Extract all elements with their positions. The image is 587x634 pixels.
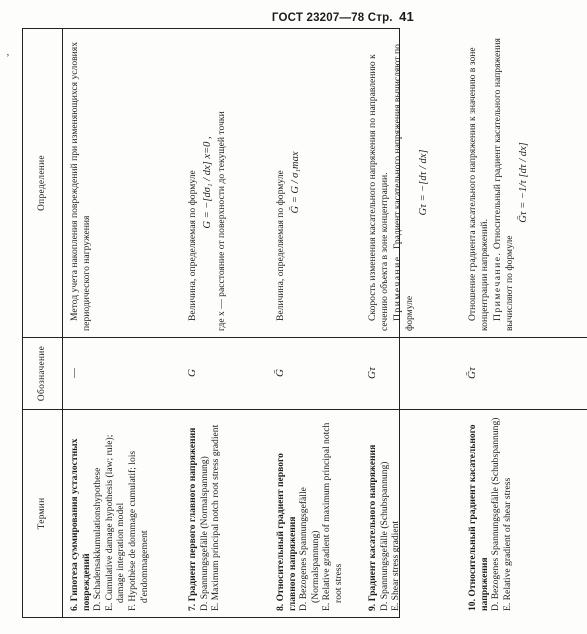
symbol-row-10: Ḡτ xyxy=(466,367,478,379)
definition-text: Отношение градиента касательного напряжения к значению в зоне концентрации напряжений. xyxy=(467,47,490,331)
symbol-row-9: Gτ xyxy=(366,367,378,379)
rotated-table-wrapper xyxy=(22,28,530,618)
terms-table xyxy=(22,28,530,618)
definition-row-9 xyxy=(367,34,467,331)
page-header xyxy=(272,9,414,24)
definition-column xyxy=(63,29,587,337)
formula: Ḡτ = −1/τ [dτ / dx] xyxy=(518,142,530,223)
definition-row-10 xyxy=(467,34,587,331)
note-label: Примечание. xyxy=(492,251,504,321)
term-row-8 xyxy=(275,415,367,611)
page-label: Стр. xyxy=(367,12,393,24)
term-row-7 xyxy=(187,415,275,611)
formula: Gτ = −[dτ / dx] xyxy=(418,149,430,216)
term-english: E. Shear stress gradient xyxy=(390,520,402,611)
definition-text: Скорость изменения касательного напряжения по направлению к сечению объекта в зоне концентрации. xyxy=(367,54,390,331)
term-title: 6. Гипотеза суммирования усталостных повреждений xyxy=(69,438,92,611)
definition-note: Градиент касательного напряжения вычисляют по формуле xyxy=(392,44,415,331)
term-title: 9. Градиент касательного напряжения xyxy=(367,444,378,611)
definition-row-7 xyxy=(187,34,275,331)
symbol-row-7: G xyxy=(186,369,198,377)
term-english: E. Cumulative damage hypothesis (law; rule); damage integration model xyxy=(103,434,127,611)
column-header-definition: Определение xyxy=(23,29,63,337)
symbol-row-6: — xyxy=(68,368,80,378)
term-french: F. Hypothèse de dommage cumulatif; lois d'endommagement xyxy=(126,450,150,611)
column-header-term: Термин xyxy=(23,409,63,617)
term-row-9 xyxy=(367,415,467,611)
term-german: D. Bezogenes Spannungsgefälle (Schubspannung) xyxy=(490,417,502,611)
term-german: D. Bezogenes Spannungsgefälle (Normalspannung) xyxy=(298,487,321,611)
term-title: 10. Относительный градиент касательного напряжения xyxy=(467,424,490,611)
standard-number: ГОСТ 23207—78 xyxy=(271,12,365,24)
term-title: 7. Градиент первого главного напряжения xyxy=(187,427,198,611)
definition-note: где x — расстояние от поверхности до текущей точки xyxy=(216,111,228,331)
term-english: E. Maximum principal notch root stress gradient xyxy=(210,424,222,611)
term-title: 8. Относительный градиент первого главного напряжения xyxy=(275,453,298,611)
definition-row-8 xyxy=(275,34,367,331)
symbol-row-8: Ḡ xyxy=(274,369,286,377)
term-english: E. Relative gradient of maximum principal notch root stress xyxy=(321,422,344,611)
symbol-column xyxy=(63,337,587,409)
term-english: E. Relative gradient of shear stress xyxy=(501,477,513,611)
term-german: D. Spannungsgefälle (Normalspannung) xyxy=(198,456,210,611)
definition-text: Метод учета накопления повреждений при изменяющихся условиях периодического нагружения xyxy=(69,41,92,331)
margin-mark: ‚ xyxy=(6,46,10,58)
definition-text: Величина, определяемая по формуле xyxy=(187,170,198,321)
page-number: 41 xyxy=(399,9,414,24)
definition-note: Относительный градиент касательного напряжения вычисляют по формуле xyxy=(492,38,515,331)
term-row-10 xyxy=(467,415,587,611)
note-label: Примечание. xyxy=(392,251,404,321)
formula: G = −[dσ₁ / dx] x=0 , xyxy=(201,136,213,229)
term-column xyxy=(63,409,587,617)
definition-row-6 xyxy=(69,34,187,331)
term-row-6 xyxy=(69,415,187,611)
column-header-symbol: Обозначение xyxy=(23,337,63,409)
term-german: D. Spannungsgefälle (Schubspannung) xyxy=(378,461,390,611)
formula: Ḡ = G / σ₁max xyxy=(289,151,301,214)
term-german: D. Schadensakkumulationshypothese xyxy=(92,467,104,611)
definition-text: Величина, определяемая по формуле xyxy=(275,170,286,321)
